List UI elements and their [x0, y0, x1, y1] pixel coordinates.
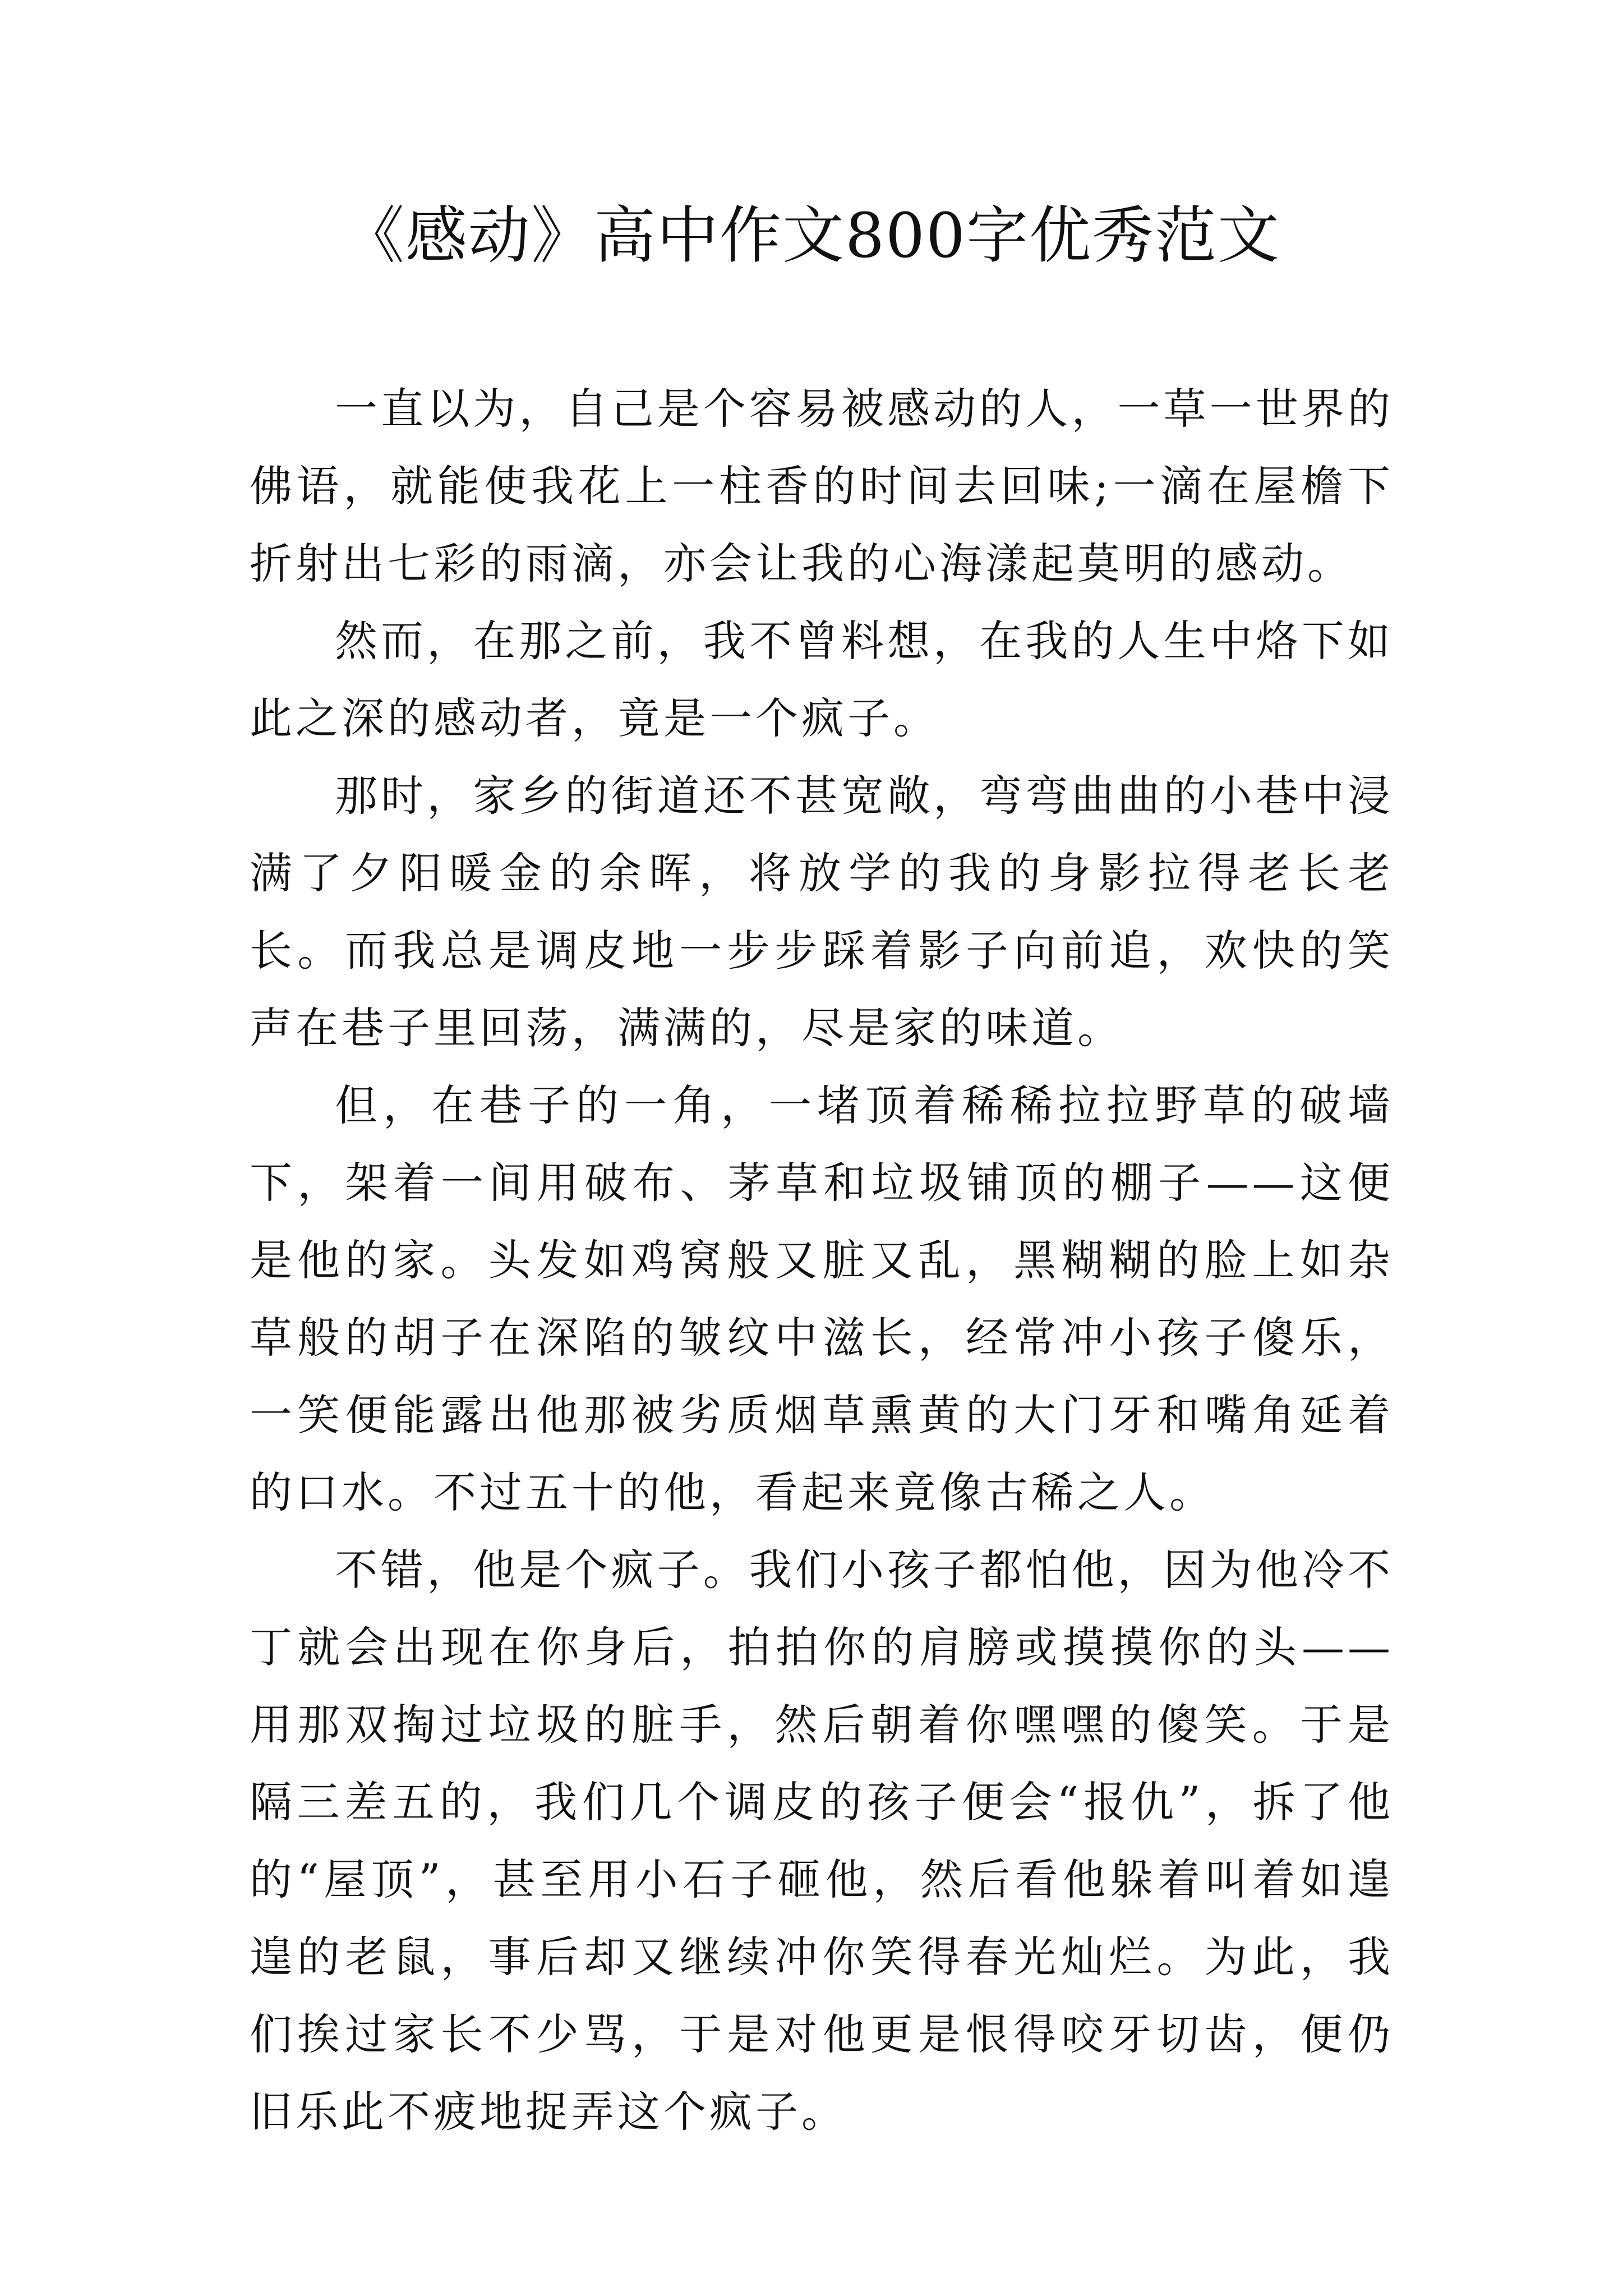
- document-title: 《感动》高中作文800字优秀范文: [343, 200, 1280, 272]
- paragraph-3: 那时，家乡的街道还不甚宽敞，弯弯曲曲的小巷中浸满了夕阳暖金的余晖，将放学的我的身影拉得老长老长。而我总是调皮地一步步踩着影子向前追，欢快的笑声在巷子里回荡，满满的，尽是家的味道。: [250, 771, 1394, 1053]
- paragraph-4: 但，在巷子的一角，一堵顶着稀稀拉拉野草的破墙下，架着一间用破布、茅草和垃圾铺顶的棚子——这便是他的家。头发如鸡窝般又脏又乱，黑糊糊的脸上如杂草般的胡子在深陷的皱纹中滋长，经常冲小孩子傻乐，一笑便能露出他那被劣质烟草熏黄的大门牙和嘴角延着的口水。不过五十的他，看起来竟像古稀之人。: [250, 1080, 1394, 1517]
- paragraph-1: 一直以为，自己是个容易被感动的人，一草一世界的佛语，就能使我花上一柱香的时间去回味;一滴在屋檐下折射出七彩的雨滴，亦会让我的心海漾起莫明的感动。: [250, 384, 1394, 588]
- paragraph-5: 不错，他是个疯子。我们小孩子都怕他，因为他冷不丁就会出现在你身后，拍拍你的肩膀或摸摸你的头——用那双掏过垃圾的脏手，然后朝着你嘿嘿的傻笑。于是隔三差五的，我们几个调皮的孩子便会“报仇”，拆了他的“屋顶”，甚至用小石子砸他，然后看他躲着叫着如遑遑的老鼠，事后却又继续冲你笑得春光灿烂。为此，我们挨过家长不少骂，于是对他更是恨得咬牙切齿，便仍旧乐此不疲地捉弄这个疯子。: [250, 1545, 1394, 2137]
- paragraph-2: 然而，在那之前，我不曾料想，在我的人生中烙下如此之深的感动者，竟是一个疯子。: [250, 616, 1394, 743]
- document-body: [250, 370, 1394, 2151]
